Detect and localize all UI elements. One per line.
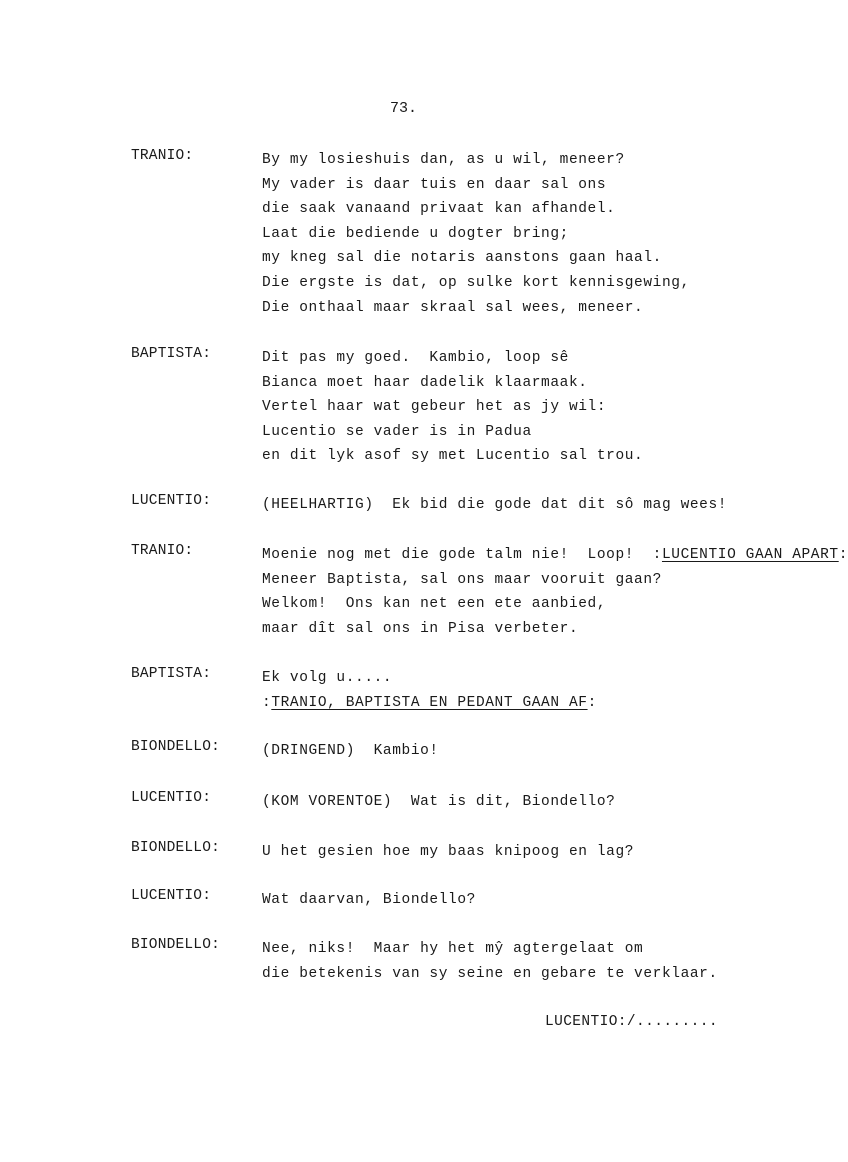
dialogue-line: By my losieshuis dan, as u wil, meneer? xyxy=(262,152,625,168)
dialogue xyxy=(262,666,597,715)
dialogue-line: my kneg sal die notaris aanstons gaan haal. xyxy=(262,250,662,267)
dialogue-line: Lucentio se vader is in Padua xyxy=(262,423,532,440)
speaker-name: LUCENTIO: xyxy=(131,493,212,509)
dialogue-line: Ek volg u..... xyxy=(262,670,393,686)
dialogue xyxy=(262,937,718,986)
dialogue xyxy=(262,543,848,641)
stage-direction-colon: : xyxy=(262,694,272,711)
dialogue-line: Bianca moet haar dadelik klaarmaak. xyxy=(262,374,588,391)
dialogue-line: die betekenis van sy seine en gebare te verklaar. xyxy=(262,965,718,982)
dialogue xyxy=(262,493,727,518)
dialogue-line: My vader is daar tuis en daar sal ons xyxy=(262,176,607,193)
dialogue xyxy=(262,888,476,913)
dialogue xyxy=(262,739,439,764)
dialogue-line: Meneer Baptista, sal ons maar vooruit gaan? xyxy=(262,571,662,588)
speaker-name: LUCENTIO: xyxy=(131,790,212,806)
stage-direction-colon: : xyxy=(587,694,597,711)
dialogue xyxy=(262,346,643,469)
speaker-name: TRANIO: xyxy=(131,543,194,559)
stage-direction-colon: : xyxy=(838,547,848,563)
speaker-name: BIONDELLO: xyxy=(131,739,221,755)
dialogue-line: U het gesien hoe my baas knipoog en lag? xyxy=(262,844,635,860)
dialogue-line: die saak vanaand privaat kan afhandel. xyxy=(262,201,616,218)
dialogue-line: (DRINGEND) Kambio! xyxy=(262,743,439,759)
dialogue-line: Dit pas my goed. Kambio, loop sê xyxy=(262,350,569,366)
dialogue-text: Moenie nog met die gode talm nie! Loop! : xyxy=(262,547,662,563)
dialogue-line: Wat daarvan, Biondello? xyxy=(262,892,476,908)
speaker-name: BAPTISTA: xyxy=(131,666,212,682)
dialogue-line: en dit lyk asof sy met Lucentio sal trou. xyxy=(262,448,644,465)
continuation-cue: LUCENTIO:/......... xyxy=(545,1014,718,1030)
stage-direction-line xyxy=(262,691,597,716)
stage-direction: LUCENTIO GAAN APART xyxy=(661,547,839,563)
dialogue-line: (HEELHARTIG) Ek bid die gode dat dit sô mag wees! xyxy=(262,497,728,513)
dialogue-line: Laat die bediende u dogter bring; xyxy=(262,225,569,242)
dialogue-line: (KOM VORENTOE) Wat is dit, Biondello? xyxy=(262,794,616,810)
dialogue-line xyxy=(262,543,848,568)
dialogue-line: Welkom! Ons kan net een ete aanbied, xyxy=(262,596,607,613)
speaker-name: BAPTISTA: xyxy=(131,346,212,362)
dialogue xyxy=(262,840,634,865)
dialogue xyxy=(262,148,690,320)
speaker-name: BIONDELLO: xyxy=(131,840,221,856)
page-number: 73. xyxy=(390,100,418,117)
dialogue-line: Die onthaal maar skraal sal wees, meneer. xyxy=(262,299,644,316)
dialogue xyxy=(262,790,615,815)
dialogue-line: Vertel haar wat gebeur het as jy wil: xyxy=(262,399,607,416)
dialogue-line: Die ergste is dat, op sulke kort kennisgewing, xyxy=(262,274,690,291)
dialogue-line: Nee, niks! Maar hy het mŷ agtergelaat om xyxy=(262,941,644,957)
dialogue-line: maar dît sal ons in Pisa verbeter. xyxy=(262,620,579,637)
speaker-name: LUCENTIO: xyxy=(131,888,212,904)
speaker-name: TRANIO: xyxy=(131,148,194,164)
speaker-name: BIONDELLO: xyxy=(131,937,221,953)
stage-direction: TRANIO, BAPTISTA EN PEDANT GAAN AF xyxy=(271,694,588,711)
